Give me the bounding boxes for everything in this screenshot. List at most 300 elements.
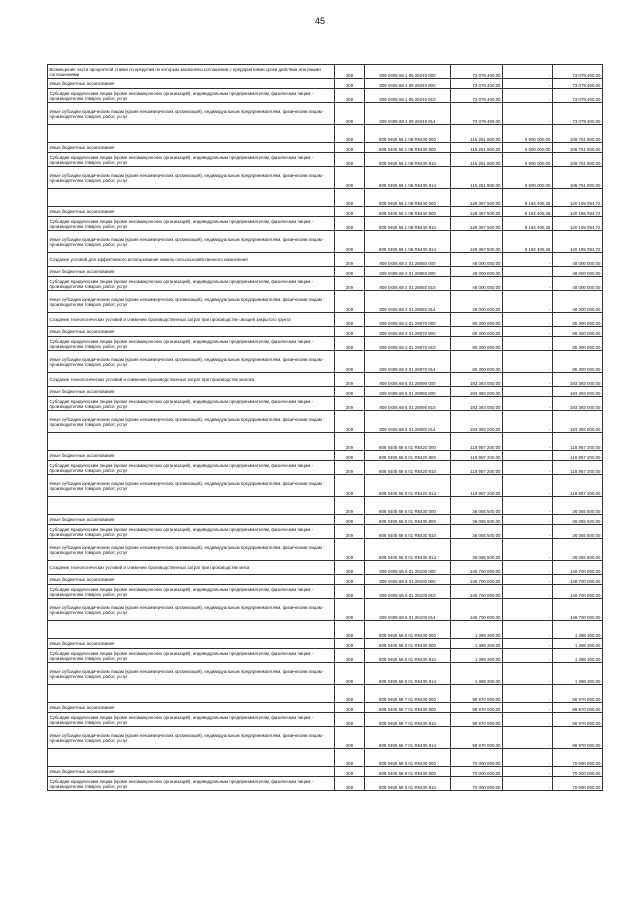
row-amount-total: 108 751 800,00: [553, 125, 603, 143]
table-row: [48, 685, 603, 703]
row-budget-code: 809 0405 68 3 01 28070 000: [365, 313, 451, 327]
table-row: [48, 539, 603, 561]
row-admin-code: 200: [335, 153, 365, 167]
row-amount-approved: 70 000 000,00: [451, 767, 503, 777]
row-amount-approved: 98 970 000,00: [451, 703, 503, 713]
row-amount-change: -: [503, 89, 553, 103]
row-admin-code: 200: [335, 713, 365, 727]
row-budget-code: 809 0405 68 5 01 R5430 800: [365, 515, 451, 525]
row-budget-code: 809 0405 68 3 01 28070 810: [365, 337, 451, 351]
table-row: [48, 167, 603, 189]
row-amount-approved: 85 300 000,00: [451, 337, 503, 351]
row-amount-total: 70 000 000,00: [553, 767, 603, 777]
row-amount-total: 48 000 000,00: [553, 267, 603, 277]
row-amount-approved: 146 700 000,00: [451, 575, 503, 585]
row-budget-code: 809 0405 68 5 01 R5420 810: [365, 461, 451, 475]
row-amount-approved: 128 367 500,00: [451, 189, 503, 207]
row-name: Иные субсидии юридическим лицам (кроме некоммерческих организаций), индивидуальным предпринимателям, физическим лицам - производителям товаров, работ, услуг: [48, 231, 335, 253]
row-amount-total: 118 957 200,00: [553, 475, 603, 497]
row-amount-change: -: [503, 351, 553, 373]
row-amount-approved: 70 000 000,00: [451, 749, 503, 767]
row-amount-total: 98 970 000,00: [553, 713, 603, 727]
row-amount-total: 146 700 000,00: [553, 575, 603, 585]
row-admin-code: 200: [335, 749, 365, 767]
row-amount-approved: 36 055 500,00: [451, 539, 503, 561]
row-amount-approved: 73 079 400,00: [451, 65, 503, 79]
row-amount-change: -: [503, 277, 553, 291]
row-amount-approved: 85 300 000,00: [451, 313, 503, 327]
row-amount-approved: 98 970 000,00: [451, 713, 503, 727]
row-amount-total: 120 185 094,72: [553, 231, 603, 253]
row-amount-total: 70 000 000,00: [553, 749, 603, 767]
row-amount-change: 8 182 405,28: [503, 217, 553, 231]
row-amount-change: 8 182 405,28: [503, 231, 553, 253]
row-amount-change: -: [503, 103, 553, 125]
row-name: [48, 497, 335, 515]
row-amount-approved: 128 367 500,00: [451, 217, 503, 231]
row-amount-approved: 193 393 000,00: [451, 387, 503, 397]
row-budget-code: 809 0405 68 1 08 28240 810: [365, 89, 451, 103]
row-budget-code: 809 0405 68 6 01 28100 810: [365, 585, 451, 599]
row-name: Субсидии юридическим лицам (кроме некоммерческих организаций), индивидуальным предпринимателям, физическим лицам - производителям товаров, работ, услуг: [48, 217, 335, 231]
row-amount-total: 48 000 000,00: [553, 291, 603, 313]
row-amount-change: 6 500 000,00: [503, 143, 553, 153]
row-admin-code: 200: [335, 663, 365, 685]
row-name: Иные субсидии юридическим лицам (кроме некоммерческих организаций), индивидуальным предпринимателям, физическим лицам - производителям товаров, работ, услуг: [48, 727, 335, 749]
row-amount-approved: 1 398 200,00: [451, 663, 503, 685]
row-amount-approved: 48 000 000,00: [451, 291, 503, 313]
row-name: Иные субсидии юридическим лицам (кроме некоммерческих организаций), индивидуальным предпринимателям, физическим лицам - производителям товаров, работ, услуг: [48, 411, 335, 433]
row-budget-code: 809 0405 68 5 01 R5430 000: [365, 497, 451, 515]
row-amount-change: 8 182 405,28: [503, 189, 553, 207]
table-row: [48, 65, 603, 79]
row-admin-code: 200: [335, 575, 365, 585]
row-amount-approved: 98 970 000,00: [451, 685, 503, 703]
row-admin-code: 200: [335, 777, 365, 791]
row-budget-code: 809 0405 68 1 08 R5430 814: [365, 167, 451, 189]
row-amount-total: 120 185 094,72: [553, 189, 603, 207]
row-amount-change: -: [503, 373, 553, 387]
row-budget-code: 809 0405 68 5 01 28090 810: [365, 397, 451, 411]
row-amount-total: 73 079 400,00: [553, 103, 603, 125]
row-admin-code: 200: [335, 433, 365, 451]
row-admin-code: 200: [335, 167, 365, 189]
row-name: Иные бюджетные ассигнования: [48, 327, 335, 337]
row-budget-code: 809 0405 68 5 01 R5430 810: [365, 525, 451, 539]
row-name: Иные субсидии юридическим лицам (кроме некоммерческих организаций), индивидуальным предпринимателям, физическим лицам - производителям товаров, работ, услуг: [48, 291, 335, 313]
row-amount-change: -: [503, 525, 553, 539]
row-amount-approved: 118 957 200,00: [451, 461, 503, 475]
row-name: Иные бюджетные ассигнования: [48, 703, 335, 713]
row-budget-code: 809 0405 68 8 01 R5430 810: [365, 777, 451, 791]
row-name: Иные бюджетные ассигнования: [48, 575, 335, 585]
budget-table-body: [48, 65, 603, 791]
row-name: Субсидии юридическим лицам (кроме некоммерческих организаций), индивидуальным предпринимателям, физическим лицам - производителям товаров, работ, услуг: [48, 585, 335, 599]
table-row: [48, 267, 603, 277]
row-amount-total: 118 957 200,00: [553, 433, 603, 451]
row-name: Иные бюджетные ассигнования: [48, 767, 335, 777]
row-amount-approved: 118 957 200,00: [451, 475, 503, 497]
row-name: Иные субсидии юридическим лицам (кроме некоммерческих организаций), индивидуальным предпринимателям, физическим лицам - производителям товаров, работ, услуг: [48, 475, 335, 497]
row-amount-total: 146 700 000,00: [553, 585, 603, 599]
row-amount-change: -: [503, 649, 553, 663]
table-row: [48, 767, 603, 777]
row-amount-change: -: [503, 79, 553, 89]
row-amount-total: 73 079 400,00: [553, 79, 603, 89]
table-row: [48, 253, 603, 267]
table-row: [48, 515, 603, 525]
table-row: [48, 189, 603, 207]
row-admin-code: 200: [335, 373, 365, 387]
row-amount-total: 1 398 200,00: [553, 639, 603, 649]
row-amount-change: -: [503, 685, 553, 703]
row-budget-code: 809 0405 68 2 01 28060 000: [365, 253, 451, 267]
row-amount-change: -: [503, 621, 553, 639]
row-name: Субсидии юридическим лицам (кроме некоммерческих организаций), индивидуальным предпринимателям, физическим лицам - производителям товаров, работ, услуг: [48, 649, 335, 663]
row-budget-code: 809 0405 68 6 01 R5430 810: [365, 649, 451, 663]
row-amount-approved: 115 251 800,00: [451, 167, 503, 189]
row-budget-code: 809 0405 68 3 01 28070 800: [365, 327, 451, 337]
row-amount-total: 108 751 800,00: [553, 143, 603, 153]
table-row: [48, 327, 603, 337]
row-amount-total: 36 055 500,00: [553, 515, 603, 525]
row-amount-total: 120 185 094,72: [553, 217, 603, 231]
row-admin-code: 200: [335, 649, 365, 663]
row-amount-change: -: [503, 337, 553, 351]
row-budget-code: 809 0405 68 6 01 28100 814: [365, 599, 451, 621]
table-row: [48, 525, 603, 539]
row-admin-code: 200: [335, 497, 365, 515]
row-amount-total: 85 300 000,00: [553, 337, 603, 351]
row-admin-code: 200: [335, 599, 365, 621]
row-admin-code: 200: [335, 539, 365, 561]
row-amount-total: 146 700 000,00: [553, 561, 603, 575]
table-row: [48, 103, 603, 125]
row-admin-code: 200: [335, 703, 365, 713]
row-budget-code: 809 0405 68 1 08 28240 800: [365, 79, 451, 89]
table-row: [48, 373, 603, 387]
row-budget-code: 809 0405 68 2 01 28060 814: [365, 291, 451, 313]
table-row: [48, 351, 603, 373]
row-amount-approved: 98 970 000,00: [451, 727, 503, 749]
row-budget-code: 809 0405 68 1 08 R5430 800: [365, 143, 451, 153]
row-amount-change: -: [503, 291, 553, 313]
row-admin-code: 200: [335, 253, 365, 267]
row-amount-approved: 146 700 000,00: [451, 599, 503, 621]
row-amount-approved: 85 300 000,00: [451, 327, 503, 337]
row-amount-approved: 118 957 200,00: [451, 433, 503, 451]
row-admin-code: 200: [335, 525, 365, 539]
table-row: [48, 89, 603, 103]
row-amount-total: 85 300 000,00: [553, 351, 603, 373]
table-row: [48, 713, 603, 727]
table-row: [48, 313, 603, 327]
row-name: Создание технологических условий и снижение производственных затрат при производстве мяса: [48, 561, 335, 575]
table-row: [48, 153, 603, 167]
row-budget-code: 809 0405 68 5 01 28090 000: [365, 373, 451, 387]
row-amount-change: -: [503, 663, 553, 685]
row-name: Субсидии юридическим лицам (кроме некоммерческих организаций), индивидуальным предпринимателям, физическим лицам - производителям товаров, работ, услуг: [48, 525, 335, 539]
row-name: Субсидии юридическим лицам (кроме некоммерческих организаций), индивидуальным предпринимателям, физическим лицам - производителям товаров, работ, услуг: [48, 397, 335, 411]
row-admin-code: 200: [335, 143, 365, 153]
row-amount-total: 73 079 400,00: [553, 65, 603, 79]
row-budget-code: 809 0405 68 1 08 R5440 814: [365, 231, 451, 253]
table-row: [48, 649, 603, 663]
row-budget-code: 809 0405 68 8 01 R5430 000: [365, 749, 451, 767]
row-amount-total: 118 957 200,00: [553, 461, 603, 475]
row-amount-total: 193 393 000,00: [553, 411, 603, 433]
row-amount-approved: 128 367 500,00: [451, 207, 503, 217]
row-budget-code: 809 0405 68 6 01 28100 800: [365, 575, 451, 585]
row-amount-approved: 1 398 200,00: [451, 621, 503, 639]
row-name: Субсидии юридическим лицам (кроме некоммерческих организаций), индивидуальным предпринимателям, физическим лицам - производителям товаров, работ, услуг: [48, 89, 335, 103]
row-amount-change: -: [503, 433, 553, 451]
row-budget-code: 809 0405 68 6 01 R5430 000: [365, 621, 451, 639]
row-budget-code: 809 0405 68 8 01 R5430 800: [365, 767, 451, 777]
row-admin-code: 200: [335, 387, 365, 397]
row-name: [48, 685, 335, 703]
row-amount-change: -: [503, 397, 553, 411]
row-budget-code: 809 0405 68 1 08 28240 000: [365, 65, 451, 79]
row-amount-approved: 73 079 400,00: [451, 79, 503, 89]
row-name: Субсидии юридическим лицам (кроме некоммерческих организаций), индивидуальным предпринимателям, физическим лицам - производителям товаров, работ, услуг: [48, 461, 335, 475]
row-admin-code: 200: [335, 327, 365, 337]
row-budget-code: 809 0405 68 5 01 R5420 000: [365, 433, 451, 451]
row-admin-code: 200: [335, 217, 365, 231]
row-budget-code: 809 0405 68 1 08 R5430 810: [365, 153, 451, 167]
row-admin-code: 200: [335, 189, 365, 207]
page-number: 45: [314, 16, 325, 26]
row-name: [48, 433, 335, 451]
row-admin-code: 200: [335, 351, 365, 373]
row-amount-change: -: [503, 713, 553, 727]
row-admin-code: 200: [335, 639, 365, 649]
row-amount-total: 193 393 000,00: [553, 387, 603, 397]
row-amount-approved: 48 000 000,00: [451, 277, 503, 291]
row-budget-code: 809 0405 68 5 01 28090 814: [365, 411, 451, 433]
row-name: Иные субсидии юридическим лицам (кроме некоммерческих организаций), индивидуальным предпринимателям, физическим лицам - производителям товаров, работ, услуг: [48, 351, 335, 373]
row-amount-approved: 73 079 400,00: [451, 89, 503, 103]
row-admin-code: 200: [335, 65, 365, 79]
row-amount-approved: 85 300 000,00: [451, 351, 503, 373]
row-name: Создание технологических условий и снижение производственных затрат при производстве молока: [48, 373, 335, 387]
table-row: [48, 337, 603, 351]
row-amount-change: -: [503, 451, 553, 461]
table-row: [48, 749, 603, 767]
row-amount-change: -: [503, 497, 553, 515]
table-row: [48, 277, 603, 291]
row-budget-code: 809 0405 68 5 01 R5420 814: [365, 475, 451, 497]
row-admin-code: 200: [335, 291, 365, 313]
row-name: Иные субсидии юридическим лицам (кроме некоммерческих организаций), индивидуальным предпринимателям, физическим лицам - производителям товаров, работ, услуг: [48, 599, 335, 621]
row-budget-code: 809 0405 68 6 01 R5430 814: [365, 663, 451, 685]
row-amount-change: -: [503, 749, 553, 767]
row-budget-code: 809 0405 68 5 01 28090 800: [365, 387, 451, 397]
row-amount-total: 108 751 800,00: [553, 167, 603, 189]
row-amount-change: -: [503, 515, 553, 525]
row-admin-code: 200: [335, 451, 365, 461]
row-budget-code: 809 0405 68 5 01 R5430 814: [365, 539, 451, 561]
row-amount-approved: 36 055 500,00: [451, 515, 503, 525]
row-budget-code: 809 0405 68 7 01 R5430 810: [365, 713, 451, 727]
row-amount-approved: 115 251 800,00: [451, 125, 503, 143]
row-amount-approved: 36 055 500,00: [451, 497, 503, 515]
row-amount-approved: 115 251 800,00: [451, 143, 503, 153]
row-amount-change: -: [503, 727, 553, 749]
table-row: [48, 433, 603, 451]
row-admin-code: 200: [335, 277, 365, 291]
row-amount-approved: 48 000 000,00: [451, 253, 503, 267]
budget-table: [47, 64, 603, 791]
row-amount-approved: 128 367 500,00: [451, 231, 503, 253]
row-amount-total: 108 751 800,00: [553, 153, 603, 167]
row-name: Субсидии юридическим лицам (кроме некоммерческих организаций), индивидуальным предпринимателям, физическим лицам - производителям товаров, работ, услуг: [48, 277, 335, 291]
row-admin-code: 200: [335, 727, 365, 749]
row-admin-code: 200: [335, 461, 365, 475]
table-row: [48, 663, 603, 685]
row-name: Иные субсидии юридическим лицам (кроме некоммерческих организаций), индивидуальным предпринимателям, физическим лицам - производителям товаров, работ, услуг: [48, 167, 335, 189]
table-row: [48, 497, 603, 515]
row-amount-change: -: [503, 475, 553, 497]
row-admin-code: 200: [335, 125, 365, 143]
row-amount-total: 120 185 094,72: [553, 207, 603, 217]
row-budget-code: 809 0405 68 7 01 R5430 800: [365, 703, 451, 713]
row-amount-total: 70 000 000,00: [553, 777, 603, 791]
row-amount-approved: 73 079 400,00: [451, 103, 503, 125]
row-name: [48, 749, 335, 767]
row-admin-code: 200: [335, 267, 365, 277]
row-amount-total: 98 970 000,00: [553, 685, 603, 703]
row-amount-approved: 36 055 500,00: [451, 525, 503, 539]
row-name: Иные бюджетные ассигнования: [48, 143, 335, 153]
row-amount-change: 8 182 405,28: [503, 207, 553, 217]
table-row: [48, 561, 603, 575]
row-amount-change: 6 500 000,00: [503, 125, 553, 143]
row-amount-change: -: [503, 575, 553, 585]
row-amount-approved: 193 393 000,00: [451, 397, 503, 411]
table-row: [48, 291, 603, 313]
row-budget-code: 809 0405 68 7 01 R5430 814: [365, 727, 451, 749]
row-amount-total: 193 393 000,00: [553, 397, 603, 411]
row-admin-code: 200: [335, 231, 365, 253]
table-row: [48, 207, 603, 217]
row-amount-approved: 1 398 200,00: [451, 649, 503, 663]
table-row: [48, 411, 603, 433]
row-amount-change: -: [503, 703, 553, 713]
row-amount-total: 48 000 000,00: [553, 277, 603, 291]
row-name: Субсидии юридическим лицам (кроме некоммерческих организаций), индивидуальным предпринимателям, физическим лицам - производителям товаров, работ, услуг: [48, 777, 335, 791]
row-amount-total: 1 398 200,00: [553, 663, 603, 685]
row-name: Иные бюджетные ассигнования: [48, 207, 335, 217]
row-name: Иные бюджетные ассигнования: [48, 387, 335, 397]
table-row: [48, 585, 603, 599]
table-row: [48, 79, 603, 89]
row-budget-code: 809 0405 68 1 08 28240 814: [365, 103, 451, 125]
row-budget-code: 809 0405 68 1 08 R5440 000: [365, 189, 451, 207]
row-amount-change: -: [503, 539, 553, 561]
row-amount-total: 118 957 200,00: [553, 451, 603, 461]
row-name: Иные бюджетные ассигнования: [48, 639, 335, 649]
table-row: [48, 217, 603, 231]
row-admin-code: 200: [335, 621, 365, 639]
row-amount-approved: 193 393 000,00: [451, 411, 503, 433]
row-amount-change: -: [503, 639, 553, 649]
row-name: Иные субсидии юридическим лицам (кроме некоммерческих организаций), индивидуальным предпринимателям, физическим лицам - производителям товаров, работ, услуг: [48, 539, 335, 561]
row-budget-code: 809 0405 68 6 01 R5430 800: [365, 639, 451, 649]
row-name: Иные субсидии юридическим лицам (кроме некоммерческих организаций), индивидуальным предпринимателям, физическим лицам - производителям товаров, работ, услуг: [48, 663, 335, 685]
row-admin-code: 200: [335, 207, 365, 217]
row-amount-change: -: [503, 65, 553, 79]
row-admin-code: 200: [335, 89, 365, 103]
row-amount-approved: 115 251 800,00: [451, 153, 503, 167]
row-name: Субсидии юридическим лицам (кроме некоммерческих организаций), индивидуальным предпринимателям, физическим лицам - производителям товаров, работ, услуг: [48, 153, 335, 167]
row-amount-change: -: [503, 777, 553, 791]
table-row: [48, 387, 603, 397]
table-row: [48, 777, 603, 791]
row-amount-change: -: [503, 599, 553, 621]
row-name: Иные субсидии юридическим лицам (кроме некоммерческих организаций), индивидуальным предпринимателям, физическим лицам - производителям товаров, работ, услуг: [48, 103, 335, 125]
row-admin-code: 200: [335, 79, 365, 89]
row-admin-code: 200: [335, 767, 365, 777]
row-name: [48, 189, 335, 207]
row-budget-code: 809 0405 68 7 01 R5430 000: [365, 685, 451, 703]
row-amount-total: 36 055 500,00: [553, 525, 603, 539]
table-row: [48, 575, 603, 585]
row-amount-change: -: [503, 313, 553, 327]
row-name: Субсидии юридическим лицам (кроме некоммерческих организаций), индивидуальным предпринимателям, физическим лицам - производителям товаров, работ, услуг: [48, 713, 335, 727]
row-amount-total: 85 300 000,00: [553, 313, 603, 327]
row-name: [48, 125, 335, 143]
row-amount-total: 85 300 000,00: [553, 327, 603, 337]
row-budget-code: 809 0405 68 2 01 28060 800: [365, 267, 451, 277]
row-amount-change: -: [503, 253, 553, 267]
row-budget-code: 809 0405 68 1 08 R5440 800: [365, 207, 451, 217]
row-amount-total: 98 970 000,00: [553, 703, 603, 713]
row-amount-approved: 48 000 000,00: [451, 267, 503, 277]
table-row: [48, 727, 603, 749]
table-row: [48, 451, 603, 461]
row-amount-change: 6 500 000,00: [503, 153, 553, 167]
row-admin-code: 200: [335, 515, 365, 525]
row-amount-approved: 70 000 000,00: [451, 777, 503, 791]
row-amount-change: 6 500 000,00: [503, 167, 553, 189]
row-amount-change: -: [503, 327, 553, 337]
row-amount-total: 1 398 200,00: [553, 649, 603, 663]
row-amount-approved: 193 393 000,00: [451, 373, 503, 387]
row-amount-total: 193 393 000,00: [553, 373, 603, 387]
row-admin-code: 200: [335, 475, 365, 497]
table-row: [48, 475, 603, 497]
row-name: Иные бюджетные ассигнования: [48, 451, 335, 461]
row-amount-change: -: [503, 461, 553, 475]
row-budget-code: 809 0405 68 3 01 28070 814: [365, 351, 451, 373]
table-row: [48, 599, 603, 621]
row-admin-code: 200: [335, 103, 365, 125]
table-row: [48, 125, 603, 143]
row-name: [48, 621, 335, 639]
row-name: Иные бюджетные ассигнования: [48, 79, 335, 89]
row-admin-code: 200: [335, 337, 365, 351]
row-amount-change: -: [503, 767, 553, 777]
row-amount-change: -: [503, 561, 553, 575]
table-row: [48, 639, 603, 649]
row-amount-total: 146 700 000,00: [553, 599, 603, 621]
row-name: Создание технологических условий и снижение производственных затрат при производстве овощей закрытого грунта: [48, 313, 335, 327]
row-admin-code: 200: [335, 561, 365, 575]
row-amount-approved: 118 957 200,00: [451, 451, 503, 461]
row-amount-approved: 1 398 200,00: [451, 639, 503, 649]
row-amount-change: -: [503, 585, 553, 599]
